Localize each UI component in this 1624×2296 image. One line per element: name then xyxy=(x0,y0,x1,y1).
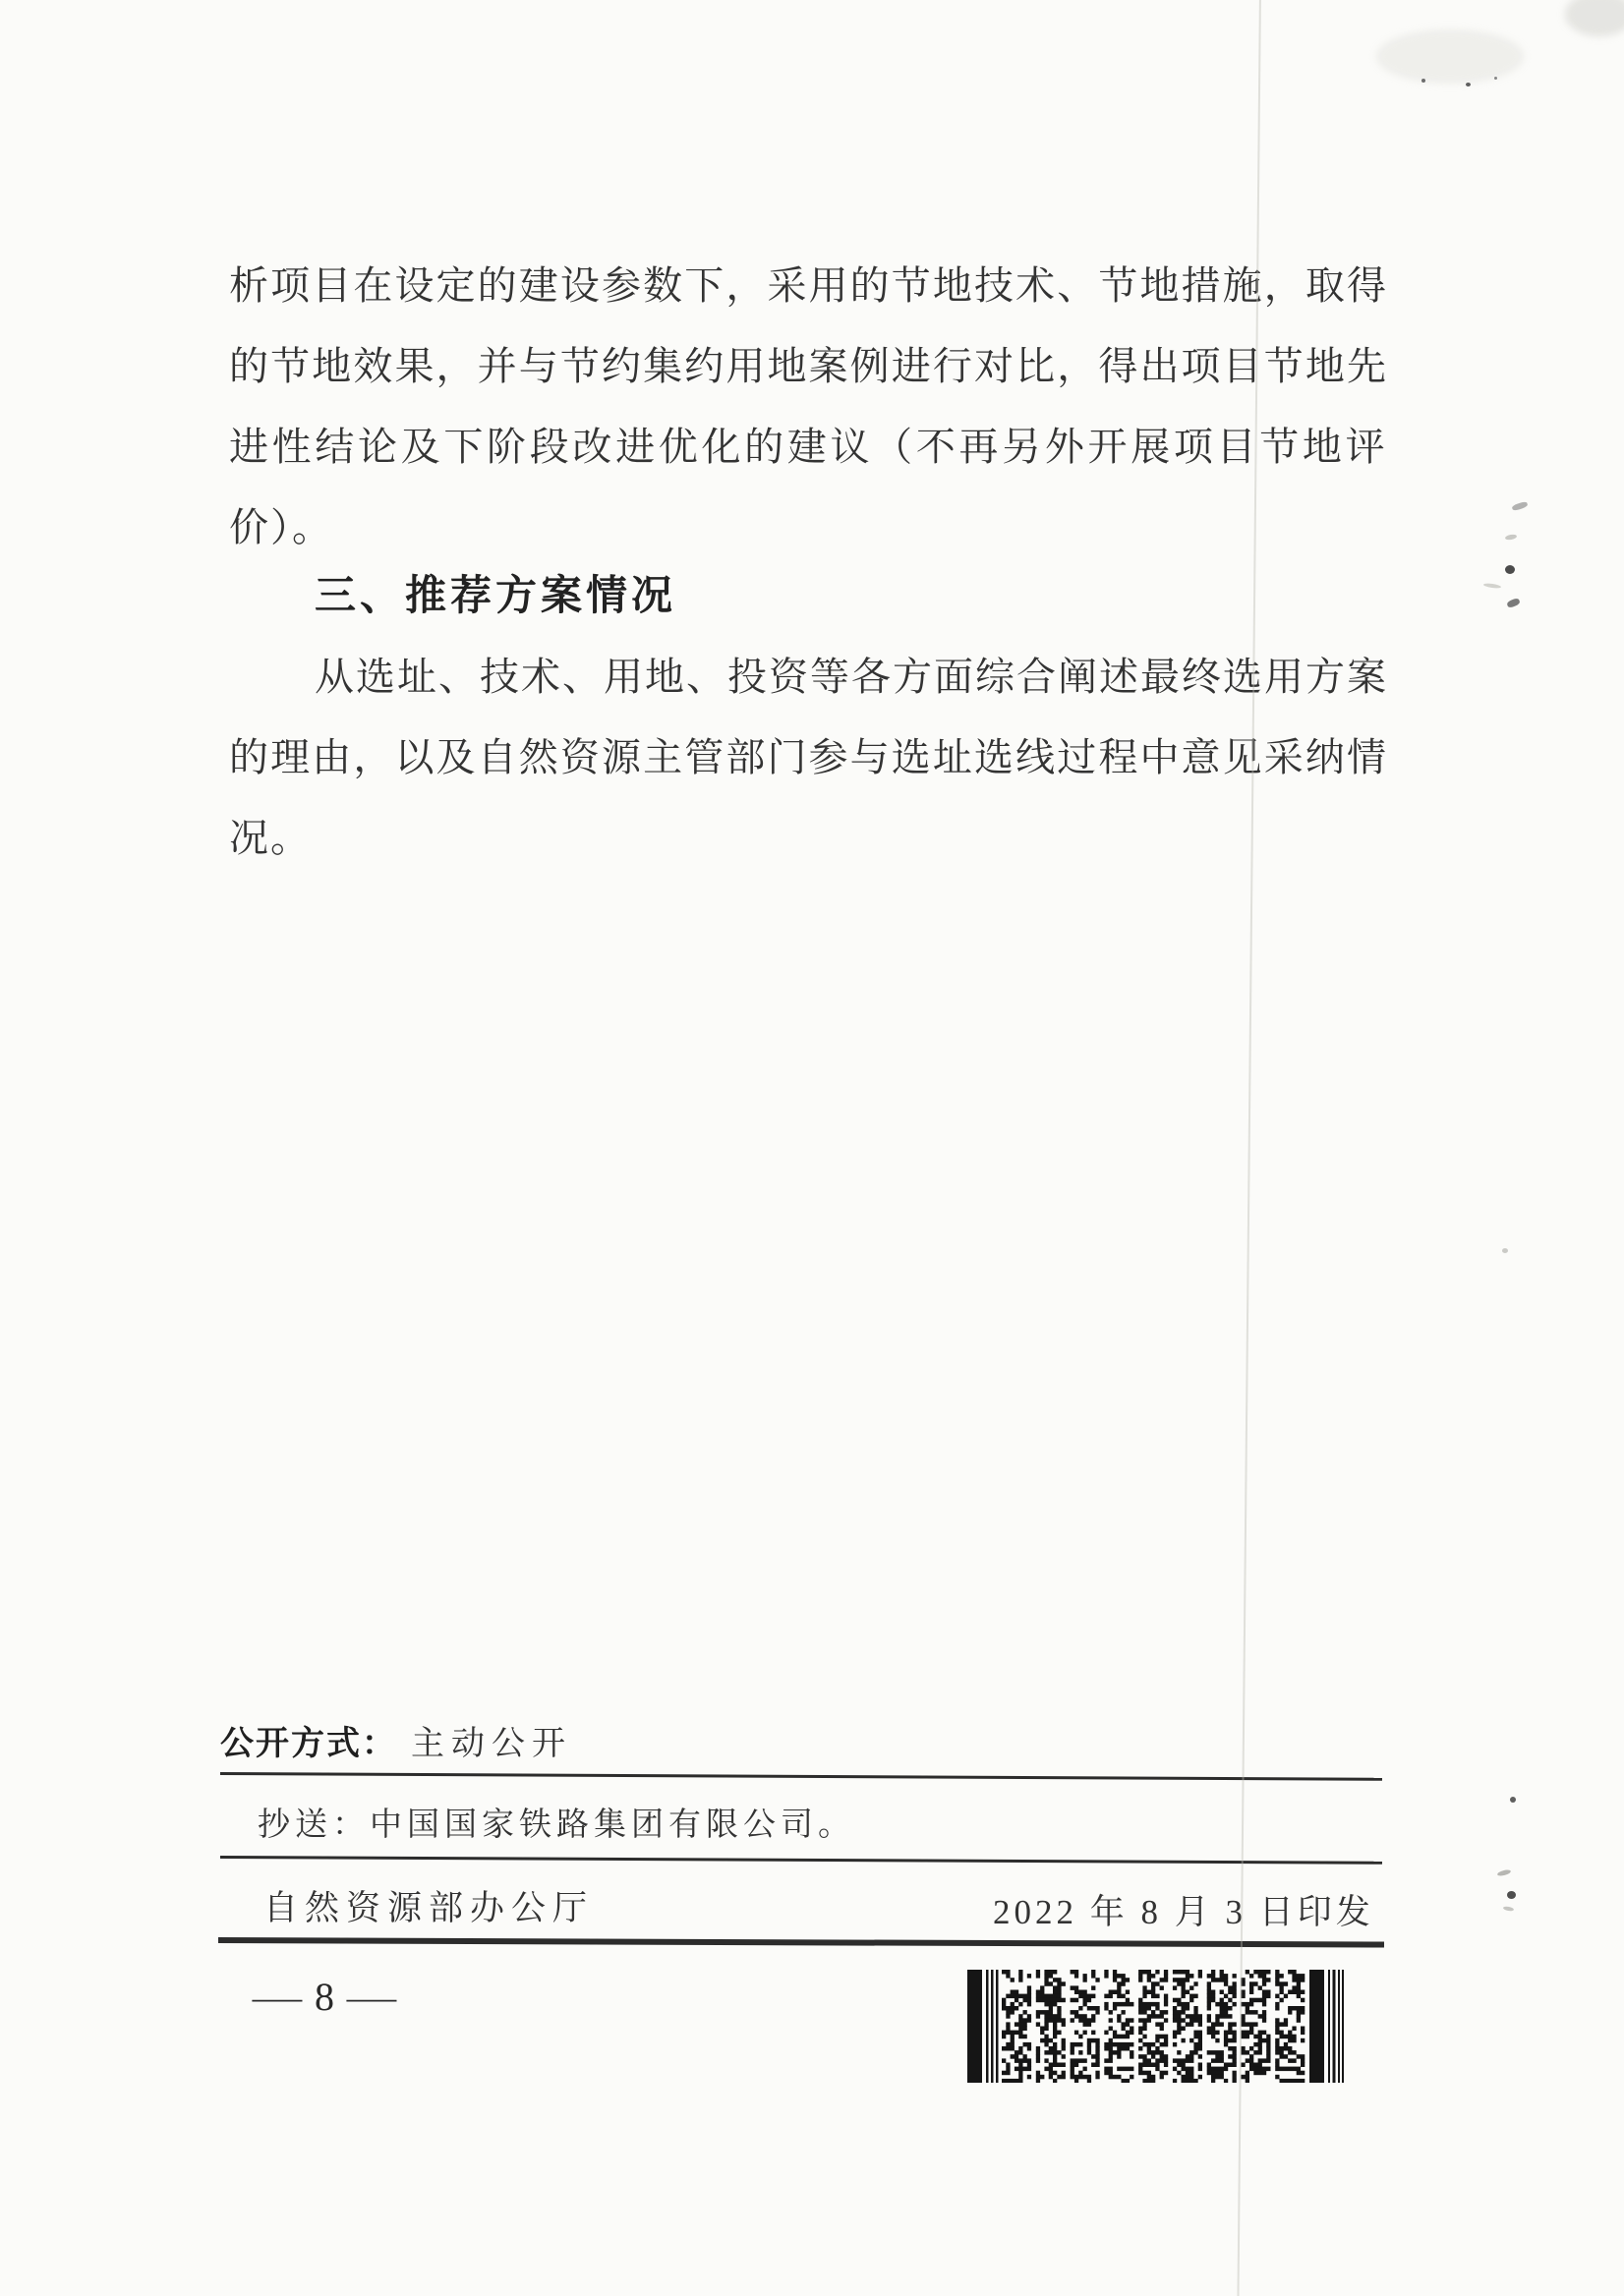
issuing-office: 自然资源部办公厅 xyxy=(263,1889,595,1927)
scan-speck xyxy=(1466,83,1471,86)
page-number xyxy=(252,1974,397,2020)
paragraph1-line-1: 析项目在设定的建设参数下，采用的节地技术、节地措施，取得 xyxy=(229,263,1388,308)
scan-speck xyxy=(1502,1248,1508,1253)
scan-smudge xyxy=(1565,0,1624,36)
scan-speck xyxy=(1505,565,1515,574)
scan-speck xyxy=(1507,1891,1516,1899)
disclosure-value: 主动公开 xyxy=(411,1726,572,1762)
disclosure-line xyxy=(220,1716,572,1764)
scan-speck xyxy=(1506,598,1521,608)
scan-speck xyxy=(1505,534,1518,541)
scan-speck xyxy=(1510,1797,1516,1803)
paragraph2-line-2: 的理由，以及自然资源主管部门参与选址选线过程中意见采纳情 xyxy=(229,735,1388,779)
page-number-right-dash: — xyxy=(346,1977,397,2017)
pdf417-barcode xyxy=(967,1970,1344,2083)
paragraph1-line-3: 进性结论及下阶段改进优化的建议（不再另外开展项目节地评 xyxy=(229,425,1388,469)
section-heading: 三、推荐方案情况 xyxy=(315,572,677,618)
paragraph1-line-2: 的节地效果，并与节约集约用地案例进行对比，得出项目节地先 xyxy=(229,344,1388,388)
footer-divider-bottom xyxy=(218,1937,1384,1948)
paragraph2-line-1: 从选址、技术、用地、投资等各方面综合阐述最终选用方案 xyxy=(315,655,1388,699)
scan-speck xyxy=(1497,1868,1512,1876)
scan-speck xyxy=(1483,583,1501,589)
scan-speck xyxy=(1503,1906,1515,1912)
paragraph1-line-4: 价）。 xyxy=(229,505,333,549)
footer-divider-middle xyxy=(220,1856,1382,1865)
pdf417-barcode-svg xyxy=(967,1970,1344,2083)
page-number-value: 8 xyxy=(315,1975,334,2019)
disclosure-label: 公开方式： xyxy=(220,1725,397,1762)
cc-line: 抄送：中国国家铁路集团有限公司。 xyxy=(258,1808,855,1843)
footer-divider-top xyxy=(220,1772,1382,1781)
scan-speck xyxy=(1511,501,1528,512)
paragraph2-line-3: 况。 xyxy=(229,816,312,860)
page-number-left-dash: — xyxy=(252,1977,303,2017)
scan-speck xyxy=(1494,77,1497,80)
print-date: 2022 年 8 月 3 日印发 xyxy=(993,1893,1374,1931)
scan-speck xyxy=(1421,79,1425,83)
scan-smudge xyxy=(1376,29,1524,84)
